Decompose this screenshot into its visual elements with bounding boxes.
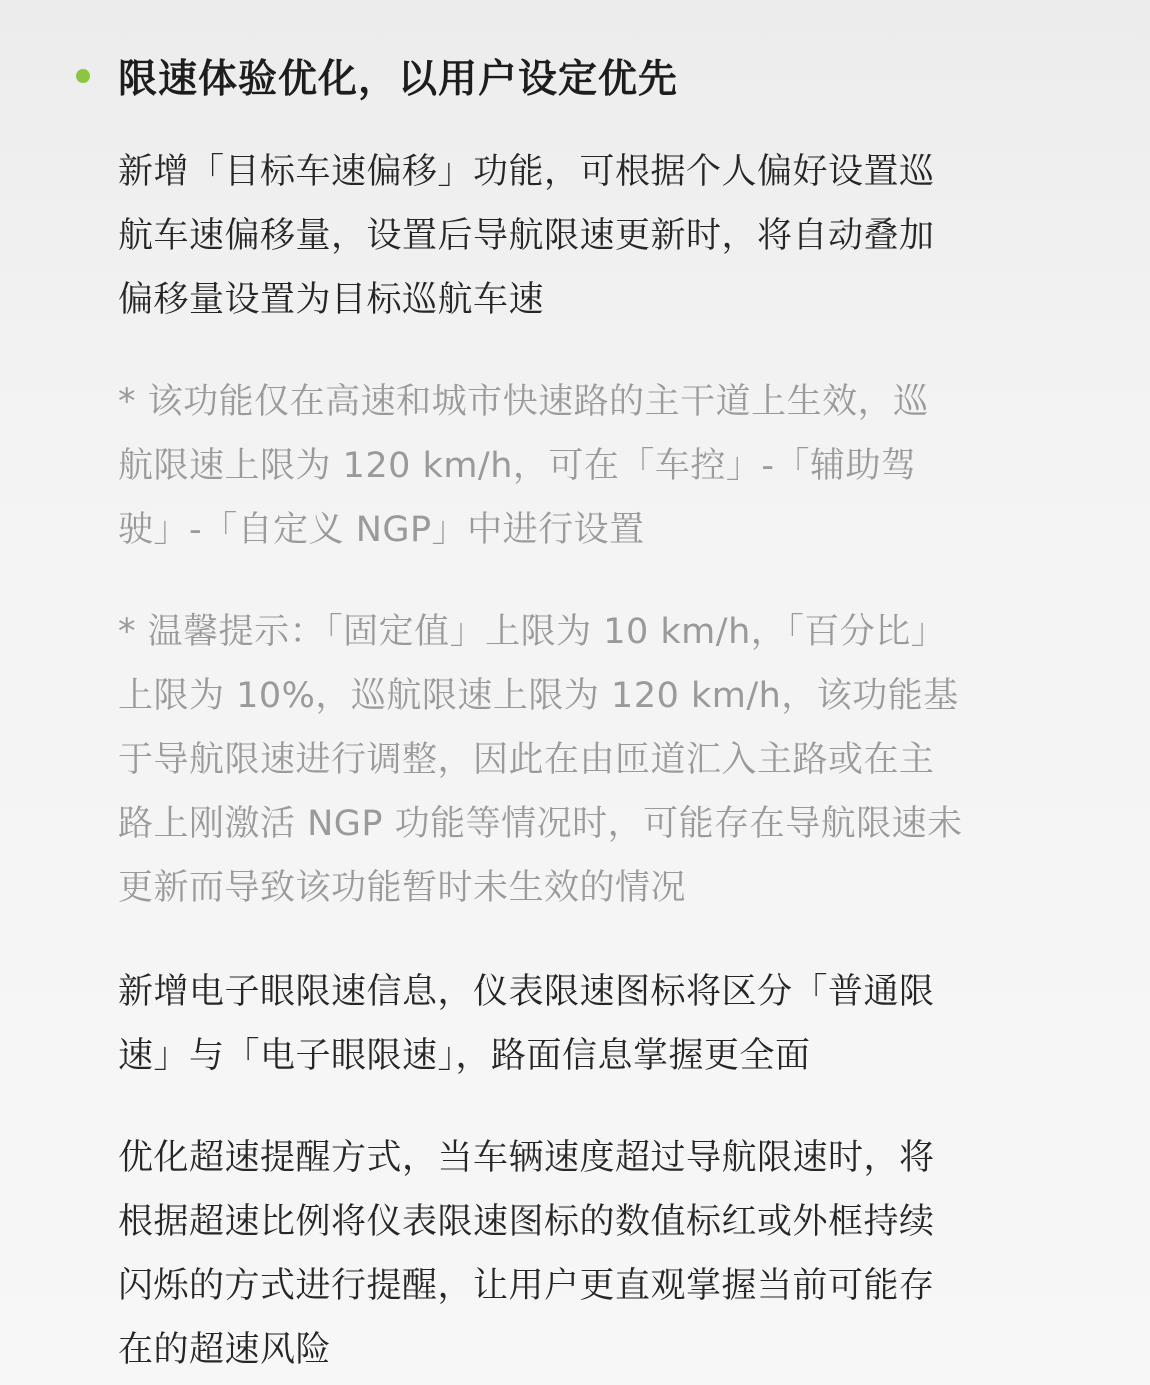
text-line: 新增电子眼限速信息，仪表限速图标将区分「普通限 xyxy=(118,972,935,1012)
text-line: 航车速偏移量，设置后导航限速更新时，将自动叠加 xyxy=(118,216,935,256)
feature-speed-camera-limit xyxy=(118,960,1078,1088)
text-line: 在的超速风险 xyxy=(118,1330,332,1370)
text-line: 速」与「电子眼限速」，路面信息掌握更全面 xyxy=(118,1036,811,1076)
text-line: 于导航限速进行调整，因此在由匝道汇入主路或在主 xyxy=(118,740,935,780)
text-line: * 温馨提示：「固定值」上限为 10 km/h，「百分比」 xyxy=(118,612,947,652)
note-tips xyxy=(118,600,1078,920)
text-line: 优化超速提醒方式，当车辆速度超过导航限速时，将 xyxy=(118,1138,935,1178)
section-title: 限速体验优化，以用户设定优先 xyxy=(118,57,679,102)
text-line: 闪烁的方式进行提醒，让用户更直观掌握当前可能存 xyxy=(118,1266,935,1306)
feature-target-speed-offset xyxy=(118,140,1078,332)
text-line: * 该功能仅在高速和城市快速路的主干道上生效，巡 xyxy=(118,382,929,422)
text-line: 驶」-「自定义 NGP」中进行设置 xyxy=(118,510,645,550)
bullet-dot-icon xyxy=(76,69,90,83)
section-header xyxy=(76,46,678,106)
text-line: 路上刚激活 NGP 功能等情况时，可能存在导航限速未 xyxy=(118,804,963,844)
text-line: 新增「目标车速偏移」功能，可根据个人偏好设置巡 xyxy=(118,152,935,192)
text-line: 上限为 10%，巡航限速上限为 120 km/h，该功能基 xyxy=(118,676,959,716)
text-line: 航限速上限为 120 km/h，可在「车控」-「辅助驾 xyxy=(118,446,917,486)
text-line: 更新而导致该功能暂时未生效的情况 xyxy=(118,868,687,908)
text-line: 偏移量设置为目标巡航车速 xyxy=(118,280,545,320)
feature-overspeed-reminder xyxy=(118,1126,1078,1382)
text-line: 根据超速比例将仪表限速图标的数值标红或外框持续 xyxy=(118,1202,935,1242)
note-scope xyxy=(118,370,1078,562)
